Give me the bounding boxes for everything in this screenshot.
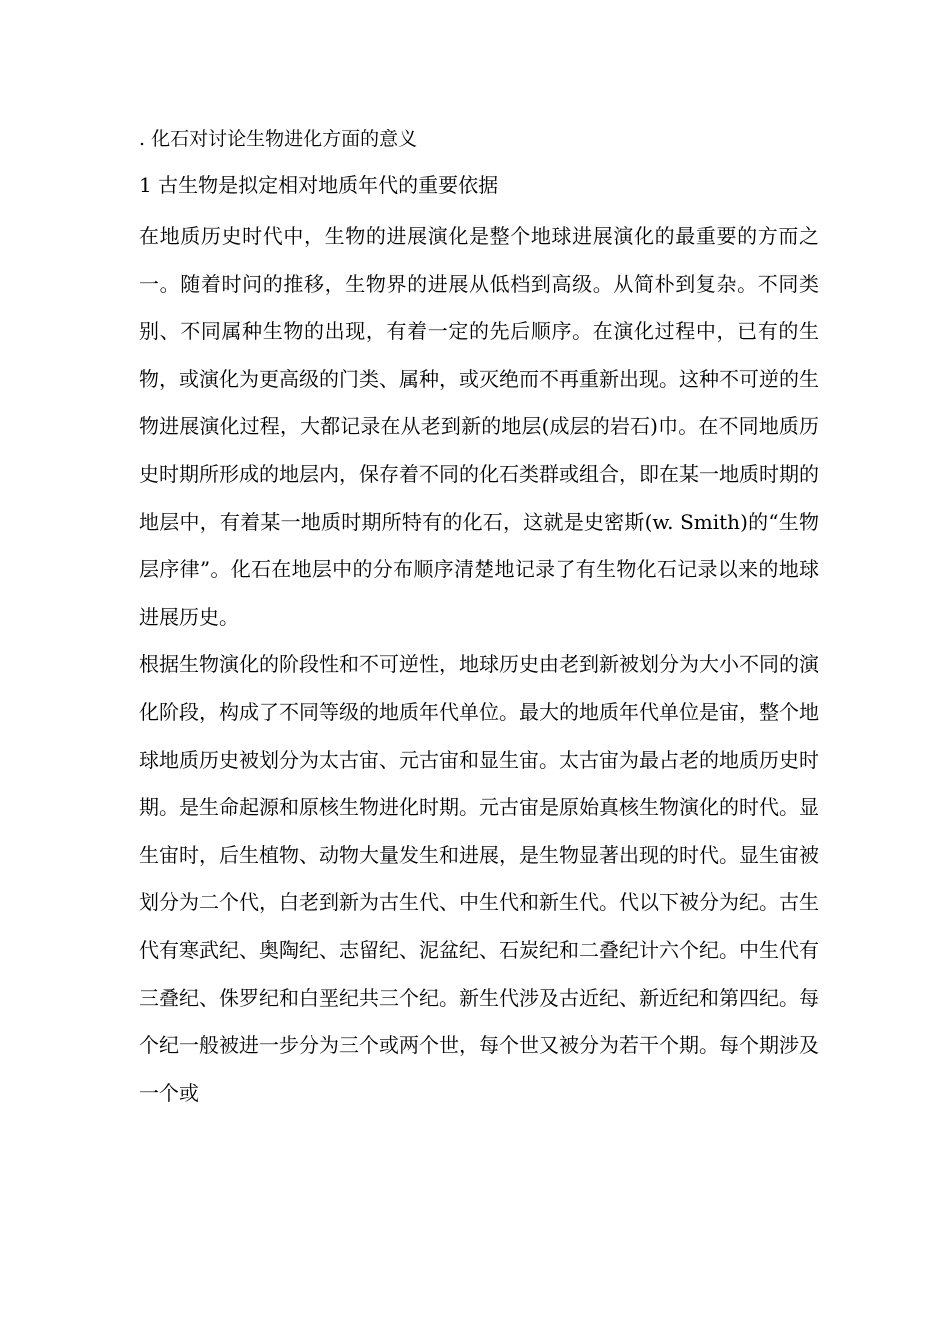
document-title: . 化石对讨论生物进化方面的意义 bbox=[139, 128, 418, 150]
document-body bbox=[139, 127, 819, 1117]
paragraph-fossil-sequence: 在地质历史时代中，生物的进展演化是整个地球进展演化的最重要的方而之一。随着时问的推移，生物界的进展从低档到高级。从简朴到复杂。不同类别、不同属种生物的出现，有着一定的先后顺序。在演化过程中，已有的生物，或演化为更高级的门类、属种，或灭绝而不再重新出现。这种不可逆的生物进展演化过程，大都记录在从老到新的地层(成层的岩石)巾。在不同地质历史时期所形成的地层内，保存着不同的化石类群或组合，即在某一地质时期的地层中，有着某一地质时期所特有的化石，这就是史密斯(w. Smith)的“生物层序律”。化石在地层中的分布顺序清楚地记录了有生物化石记录以来的地球进展历史。 bbox=[139, 224, 819, 629]
section-heading: 1 古生物是拟定相对地质年代的重要依据 bbox=[139, 173, 499, 197]
paragraph-geologic-time-units: 根据生物演化的阶段性和不可逆性，地球历史由老到新被划分为大小不同的演化阶段，构成了不同等级的地质年代单位。最大的地质年代单位是宙，整个地球地质历史被划分为太古宙、元古宙和显生宙。太古宙为最占老的地质历史时期。是生命起源和原核生物进化时期。元古宙是原始真核生物演化的时代。显生宙时，后生植物、动物大量发生和进展，是生物显著出现的时代。显生宙被划分为二个代，白老到新为古生代、中生代和新生代。代以下被分为纪。古生代有寒武纪、奥陶纪、志留纪、泥盆纪、石炭纪和二叠纪计六个纪。中生代有三叠纪、侏罗纪和白垩纪共三个纪。新生代涉及古近纪、新近纪和第四纪。每个纪一般被进一步分为三个或两个世，每个世又被分为若干个期。每个期涉及一个或 bbox=[139, 652, 819, 1105]
